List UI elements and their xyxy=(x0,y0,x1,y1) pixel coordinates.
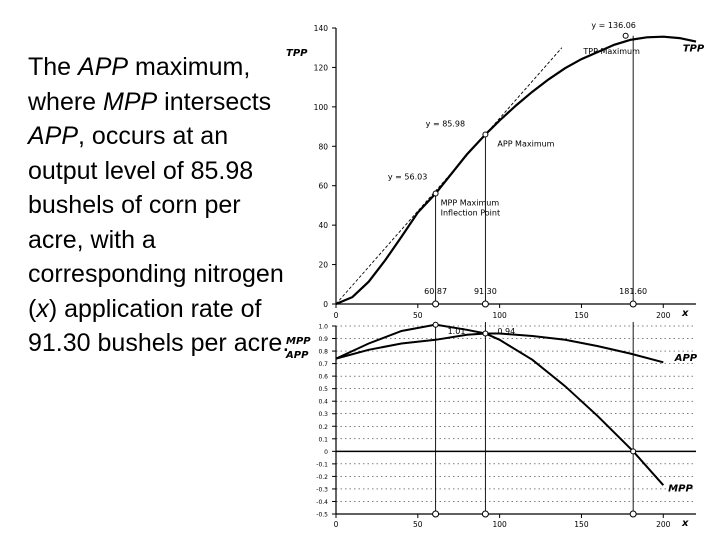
y-tick-label: -0.3 xyxy=(316,486,328,494)
y-tick-label: -0.5 xyxy=(316,511,328,519)
x-tick-label: 50 xyxy=(413,520,423,529)
tpp-curve-label: TPP xyxy=(682,43,704,55)
y-tick-label: 60 xyxy=(318,181,328,191)
app-max-label: APP Maximum xyxy=(497,139,555,149)
y-tick-label: 0.2 xyxy=(318,423,328,431)
y-tick-label: 0.6 xyxy=(318,373,328,381)
marker-point xyxy=(482,511,488,517)
y-tick-label: 1.0 xyxy=(318,323,328,331)
vertical-marker-label: 60.87 xyxy=(424,287,448,296)
y-tick-label: 100 xyxy=(313,102,328,112)
marker-point xyxy=(433,301,439,307)
y-tick-label: 140 xyxy=(313,24,328,33)
text-segment: maximum, where xyxy=(28,53,251,116)
x-tick-label: 200 xyxy=(656,311,671,320)
inflection-point xyxy=(433,191,438,196)
tpp-max-label: TPP Maximum xyxy=(583,46,640,56)
x-tick-label: 100 xyxy=(492,520,507,529)
x-tick-label: 150 xyxy=(574,520,589,529)
value-annotation: 1.01 xyxy=(447,327,466,336)
y-axis-title: TPP xyxy=(286,48,308,59)
y-tick-label: 40 xyxy=(318,221,328,231)
text-segment: intersects xyxy=(157,87,272,116)
app-curve-label: APP xyxy=(674,353,698,365)
y-tick-label: -0.4 xyxy=(316,498,328,506)
marker-point xyxy=(630,301,636,307)
y-tick-label: 0 xyxy=(324,448,328,456)
mpp-curve-label: MPP xyxy=(668,483,693,495)
tpp-max-point xyxy=(623,33,628,38)
curve-point xyxy=(483,331,488,336)
value-annotation: 0.94 xyxy=(497,327,516,336)
inflection-value-label: y = 56.03 xyxy=(387,172,428,182)
y-tick-label: -0.2 xyxy=(316,473,328,481)
y-tick-label: 120 xyxy=(313,63,328,73)
x-tick-label: 150 xyxy=(574,311,589,320)
app-max-point xyxy=(483,132,488,137)
mpp-app-chart xyxy=(285,322,698,529)
tpp-curve xyxy=(336,37,696,304)
y-tick-label: 0 xyxy=(323,300,328,309)
text-segment: APP xyxy=(28,122,79,150)
text-segment: The xyxy=(28,53,79,81)
y-tick-label: 0.7 xyxy=(318,361,328,369)
tpp-max-value-label: y = 136.06 xyxy=(591,20,636,30)
text-segment: ) application rate of 91.30 bushels per acre. xyxy=(28,294,290,357)
y-tick-label: 0.5 xyxy=(318,386,328,394)
text-segment: x xyxy=(36,294,49,323)
y-tick-label: 0.9 xyxy=(318,336,328,344)
y-tick-label: 80 xyxy=(318,142,328,152)
vertical-marker-label: 181.60 xyxy=(619,287,648,296)
y-tick-label: 0.8 xyxy=(318,348,328,356)
y-tick-label: 0.4 xyxy=(318,398,328,406)
vertical-marker-label: 91.30 xyxy=(473,287,497,296)
curve-point xyxy=(433,322,438,327)
marker-point xyxy=(433,511,439,517)
y-tick-label: 20 xyxy=(318,260,328,270)
marker-point xyxy=(630,511,636,517)
x-tick-label: 200 xyxy=(656,520,671,529)
text-segment: MPP xyxy=(103,87,158,116)
app-max-value-label: y = 85.98 xyxy=(425,119,466,129)
x-axis-title: x xyxy=(682,308,689,319)
marker-point xyxy=(482,301,488,307)
slide-body-text xyxy=(28,50,290,361)
x-tick-label: 50 xyxy=(413,311,423,320)
mpp-max-label: MPP Maximum xyxy=(440,198,500,208)
production-functions-figure xyxy=(284,14,704,532)
mpp-curve xyxy=(336,325,663,486)
tpp-chart xyxy=(286,21,704,320)
text-segment: APP xyxy=(78,53,129,81)
x-axis-title: x xyxy=(682,518,689,529)
x-tick-label: 0 xyxy=(333,520,339,529)
y-axis-title-app: APP xyxy=(286,350,309,361)
y-tick-label: -0.1 xyxy=(316,461,328,469)
x-tick-label: 0 xyxy=(333,311,339,320)
text-segment: , occurs at an output level of 85.98 bushels of corn per acre, with a corresponding nitrogen ( xyxy=(28,122,284,323)
x-tick-label: 100 xyxy=(492,311,507,320)
y-tick-label: 0.1 xyxy=(318,436,328,444)
y-axis-title-mpp: MPP xyxy=(286,336,311,347)
curve-point xyxy=(631,449,636,454)
y-tick-label: 0.3 xyxy=(318,411,328,419)
inflection-label: Inflection Point xyxy=(440,208,501,218)
